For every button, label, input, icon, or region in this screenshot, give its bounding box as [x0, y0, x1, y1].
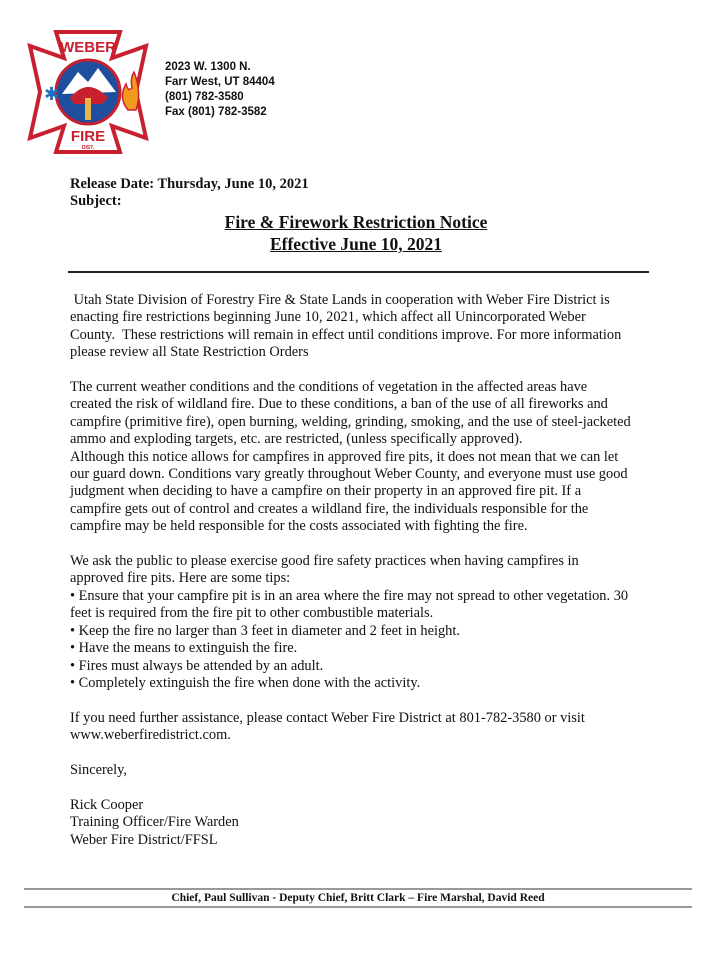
text-line: • Completely extinguish the fire when done with the activity.	[70, 674, 421, 691]
paragraph	[70, 762, 650, 779]
text-line: Sincerely,	[70, 761, 128, 778]
text-line: ammo and exploding targets, etc. are restricted, (unless specifically approved).	[70, 431, 523, 448]
svg-text:WEBER: WEBER	[60, 39, 116, 56]
text-line: www.weberfiredistrict.com.	[70, 727, 231, 744]
svg-text:DIST.: DIST.	[81, 145, 95, 151]
svg-text:✱: ✱	[44, 84, 60, 104]
release-date: Release Date: Thursday, June 10, 2021	[70, 176, 309, 192]
text-line: The current weather conditions and the conditions of vegetation in the affected areas have	[70, 379, 588, 396]
text-line: judgment when deciding to have a campfire on their property in an approved fire pit. If a	[70, 483, 582, 500]
text-line: Although this notice allows for campfires in approved fire pits, it does not mean that we can let	[70, 448, 619, 465]
text-line: We ask the public to please exercise good fire safety practices when having campfires in	[70, 553, 579, 570]
text-line: campfire may be held responsible for the costs associated with fighting the fire.	[70, 518, 528, 535]
text-line: • Keep the fire no larger than 3 feet in diameter and 2 feet in height.	[70, 622, 460, 639]
text-line: campfire (primitive fire), open burning, welding, grinding, smoking, and the use of steel-jacketed	[70, 413, 631, 430]
paragraph	[70, 379, 650, 536]
paragraph	[70, 553, 650, 692]
text-line: approved fire pits. Here are some tips:	[70, 570, 291, 587]
paragraph	[70, 797, 650, 849]
text-line: created the risk of wildland fire. Due to these conditions, a ban of the use of all fireworks and	[70, 396, 608, 413]
text-line: If you need further assistance, please contact Weber Fire District at 801-782-3580 or visit	[70, 709, 585, 726]
text-line: feet is required from the fire pit to other combustible materials.	[70, 605, 434, 622]
text-line: • Fires must always be attended by an adult.	[70, 657, 324, 674]
paragraph	[70, 292, 650, 362]
letter-body	[70, 292, 650, 866]
text-line: Training Officer/Fire Warden	[70, 814, 239, 831]
text-line: campfire gets out of control and creates a wildland fire, the individuals responsible for the	[70, 500, 589, 517]
address-city: Farr West, UT 84404	[165, 76, 275, 88]
title-divider	[68, 271, 649, 273]
text-line: County. These restrictions will remain in effect until conditions improve. For more information	[70, 326, 622, 343]
release-meta	[70, 176, 309, 210]
address-phone: (801) 782-3580	[165, 91, 244, 103]
svg-text:FIRE: FIRE	[70, 128, 106, 145]
address-fax: Fax (801) 782-3582	[165, 106, 267, 118]
text-line: please review all State Restriction Orders	[70, 344, 309, 361]
text-line: enacting fire restrictions beginning June 10, 2021, which affect all Unincorporated Weber	[70, 309, 586, 326]
text-line: • Ensure that your campfire pit is in an area where the fire may not spread to other vegetation. 30	[70, 587, 629, 604]
footer-officers: Chief, Paul Sullivan - Deputy Chief, Britt Clark – Fire Marshal, David Reed	[24, 888, 692, 908]
text-line: Utah State Division of Forestry Fire & State Lands in cooperation with Weber Fire District is	[70, 292, 610, 308]
notice-title	[0, 211, 712, 255]
subject-label: Subject:	[70, 193, 122, 209]
text-line: our guard down. Conditions vary greatly throughout Weber County, and everyone must use good	[70, 466, 628, 483]
paragraph	[70, 710, 650, 745]
text-line: • Have the means to extinguish the fire.	[70, 640, 298, 657]
address-block	[165, 60, 275, 120]
address-street: 2023 W. 1300 N.	[165, 61, 251, 73]
title-line-2: Effective June 10, 2021	[269, 234, 443, 254]
text-line: Weber Fire District/FFSL	[70, 831, 218, 848]
title-line-1: Fire & Firework Restriction Notice	[224, 212, 488, 232]
weber-fire-district-logo	[26, 28, 150, 156]
text-line: Rick Cooper	[70, 796, 144, 813]
